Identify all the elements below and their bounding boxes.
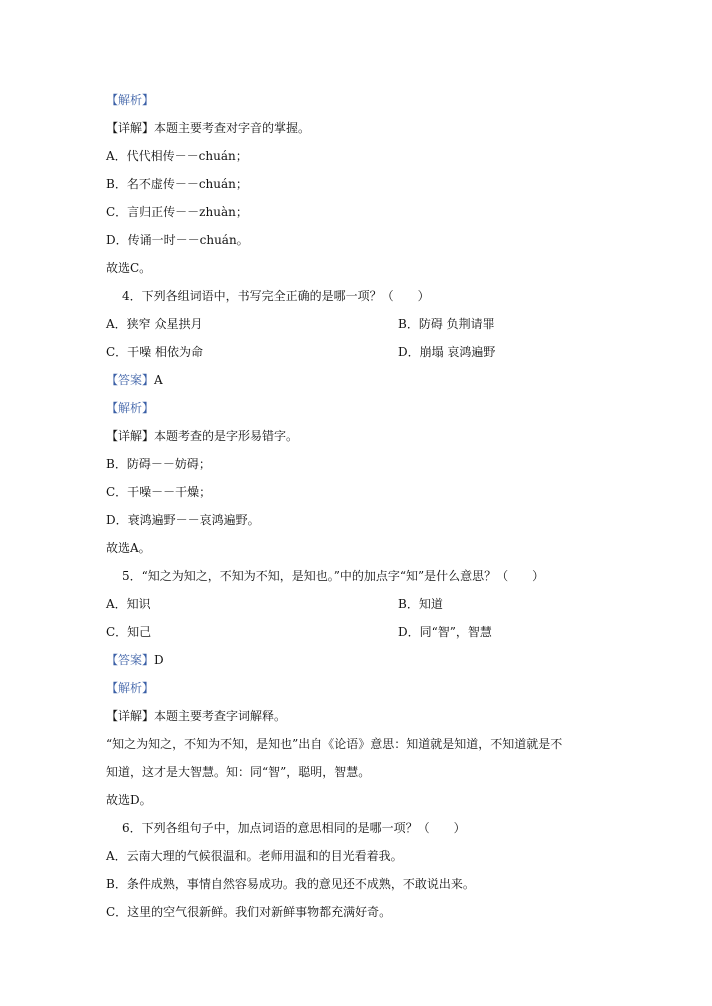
answer-value: A	[154, 373, 163, 387]
explain-line-d: D．衰鸿遍野－－哀鸿遍野。	[106, 513, 260, 527]
explain-line-d: D．传诵一时－－chuán。	[106, 233, 249, 247]
explain-line-2: 知道，这才是大智慧。知：同“智”，聪明，智慧。	[106, 765, 371, 779]
q4-answer	[106, 372, 163, 388]
analysis-label: 【解析】	[106, 681, 155, 695]
q6-option-c: C．这里的空气很新鲜。我们对新鲜事物都充满好奇。	[106, 905, 392, 919]
detail-paragraph	[106, 708, 286, 724]
detail-label: 【详解】	[106, 429, 155, 443]
q4-option-b: B．防碍 负荆请罪	[398, 317, 495, 331]
explain-line-c: C．言归正传－－zhuàn；	[106, 205, 248, 219]
q6-option-b: B．条件成熟，事情自然容易成功。我的意见还不成熟，不敢说出来。	[106, 877, 475, 891]
analysis-label: 【解析】	[106, 93, 155, 107]
detail-text: 本题主要考查对字音的掌握。	[154, 121, 311, 135]
q5-option-d: D．同“智”，智慧	[398, 625, 492, 639]
question-4: 4．下列各组词语中，书写完全正确的是哪一项？（ ）	[122, 289, 430, 303]
detail-paragraph	[106, 120, 310, 136]
conclusion-line: 故选C。	[106, 261, 152, 275]
q5-option-b: B．知道	[398, 597, 443, 611]
question-6: 6．下列各组句子中，加点词语的意思相同的是哪一项？（ ）	[122, 821, 466, 835]
detail-text: 本题考查的是字形易错字。	[154, 429, 299, 443]
q5-option-a: A．知识	[106, 597, 151, 611]
q4-option-d: D．崩塌 哀鸿遍野	[398, 345, 496, 359]
explain-line-b: B．防碍－－妨碍；	[106, 457, 211, 471]
analysis-label: 【解析】	[106, 401, 155, 415]
q4-option-c: C．干噪 相依为命	[106, 345, 203, 359]
detail-label: 【详解】	[106, 121, 155, 135]
explain-line-c: C．干噪－－干燥；	[106, 485, 212, 499]
conclusion-line: 故选D。	[106, 793, 152, 807]
question-5: 5．“知之为知之，不知为不知，是知也。”中的加点字“知”是什么意思？（ ）	[122, 569, 545, 583]
answer-label: 【答案】	[106, 373, 155, 387]
explain-line-1: “知之为知之，不知为不知，是知也”出自《论语》意思：知道就是知道，不知道就是不	[106, 737, 563, 751]
conclusion-line: 故选A。	[106, 541, 151, 555]
detail-text: 本题主要考查字词解释。	[154, 709, 287, 723]
answer-value: D	[154, 653, 164, 667]
q5-option-c: C．知己	[106, 625, 152, 639]
answer-label: 【答案】	[106, 653, 155, 667]
detail-paragraph	[106, 428, 298, 444]
explain-line-b: B．名不虚传－－chuán；	[106, 177, 248, 191]
q5-answer	[106, 652, 164, 668]
explain-line-a: A．代代相传－－chuán；	[106, 149, 248, 163]
q4-option-a: A．狭窄 众星拱月	[106, 317, 203, 331]
detail-label: 【详解】	[106, 709, 155, 723]
q6-option-a: A．云南大理的气候很温和。老师用温和的目光看着我。	[106, 849, 403, 863]
